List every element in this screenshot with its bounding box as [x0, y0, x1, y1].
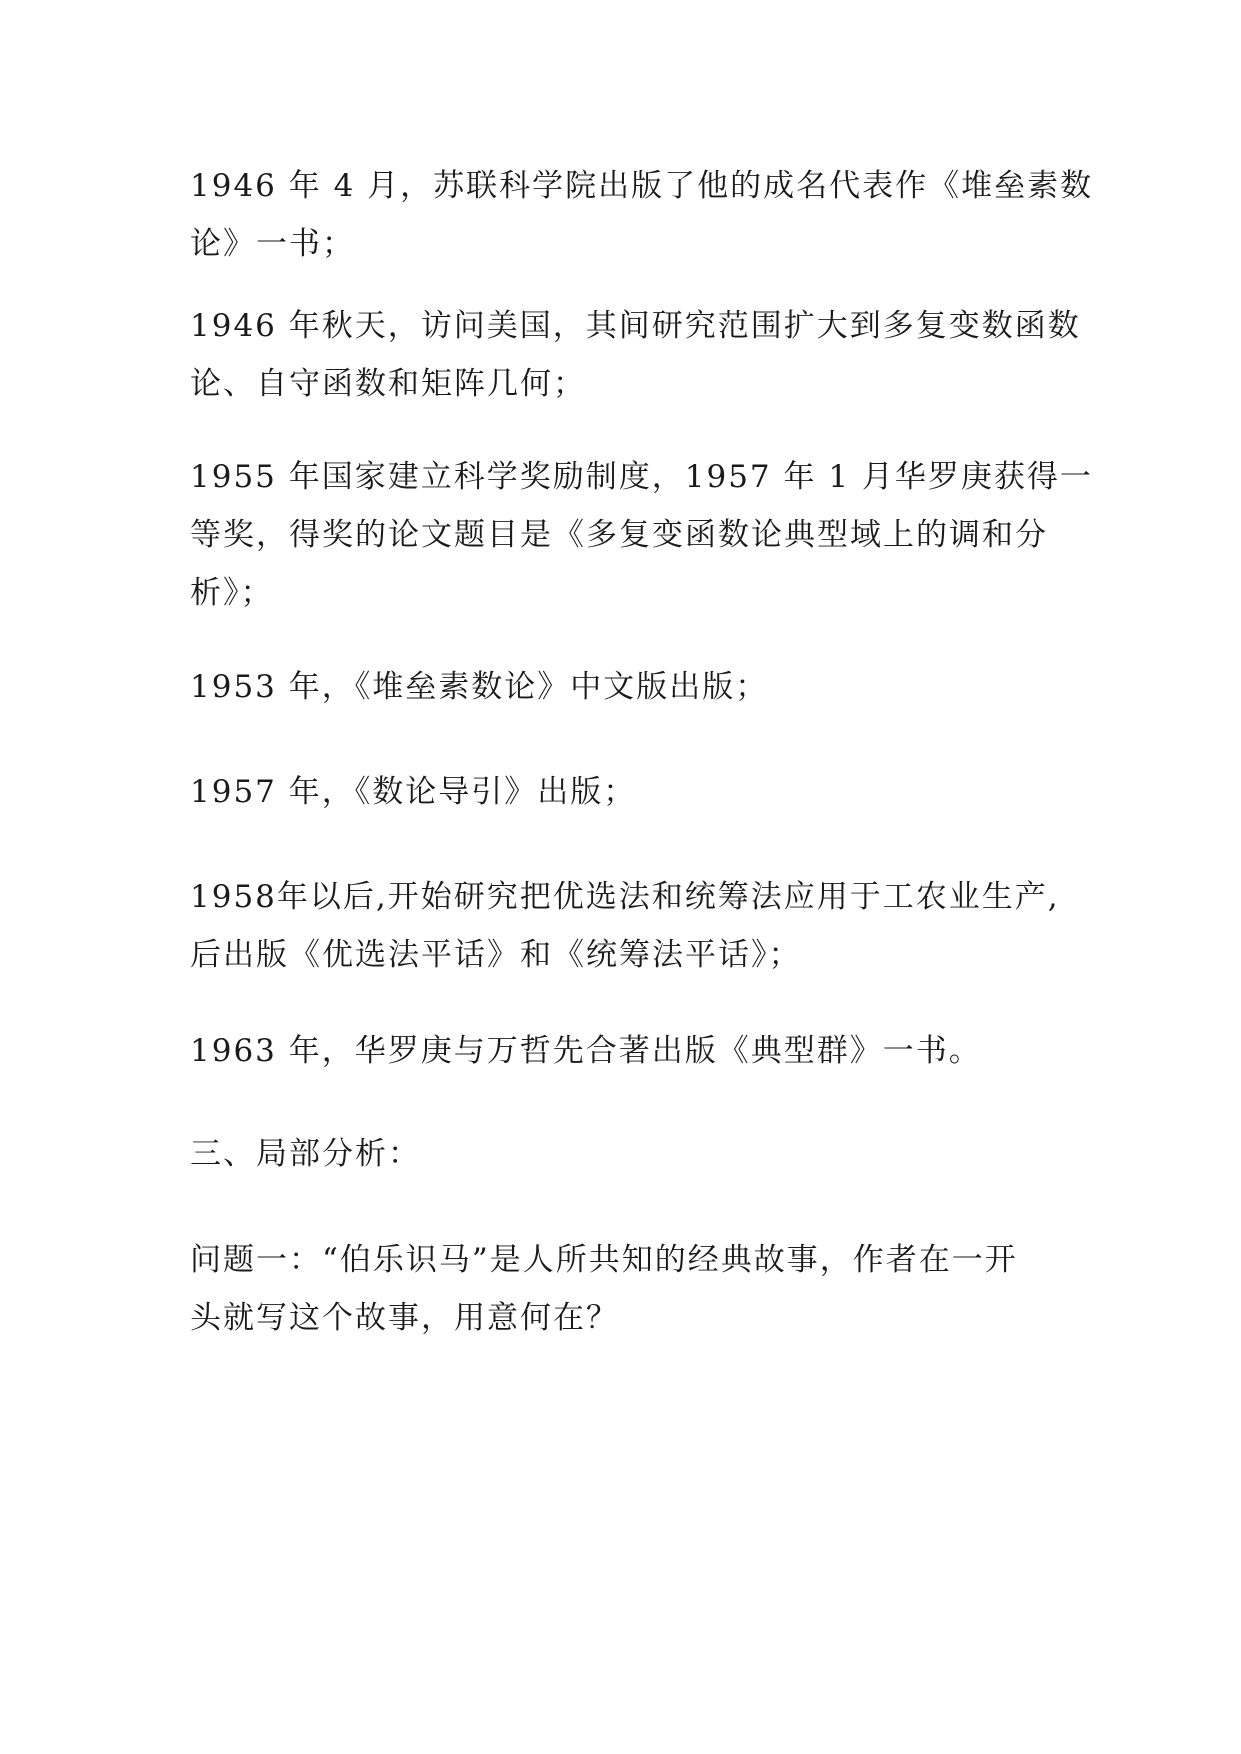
text-line: 论、自守函数和矩阵几何；	[190, 366, 586, 402]
text-line: 析》；	[190, 575, 274, 611]
paragraph-1958	[190, 868, 1070, 984]
paragraph-1957	[190, 763, 1070, 821]
text-line: 1953 年，《堆垒素数论》中文版出版；	[190, 669, 769, 705]
text-line: 1957 年，《数论导引》出版；	[190, 774, 637, 810]
text-line: 等奖，得奖的论文题目是《多复变函数论典型域上的调和分	[190, 517, 1048, 553]
paragraph-1963	[190, 1022, 1070, 1080]
paragraph-question-one	[190, 1231, 1070, 1347]
text-line: 头就写这个故事，用意何在？	[190, 1300, 619, 1336]
text-line: 三、局部分析：	[190, 1136, 421, 1172]
text-line: 1946 年 4 月，苏联科学院出版了他的成名代表作《堆垒素数	[190, 168, 1094, 204]
text-line: 问题一：“伯乐识马”是人所共知的经典故事，作者在一开	[190, 1242, 1018, 1278]
text-line: 1946 年秋天，访问美国，其间研究范围扩大到多复变数函数	[190, 308, 1081, 344]
text-line: 1963 年，华罗庚与万哲先合著出版《典型群》一书。	[190, 1033, 982, 1069]
text-line: 1955 年国家建立科学奖励制度，1957 年 1 月华罗庚获得一	[190, 459, 1093, 495]
text-line: 后出版《优选法平话》和《统筹法平话》；	[190, 937, 802, 973]
text-line: 论》一书；	[190, 226, 355, 262]
section-heading-local-analysis	[190, 1125, 1070, 1183]
paragraph-1953	[190, 658, 1070, 716]
text-line: 1958年以后,开始研究把优选法和统筹法应用于工农业生产,	[190, 879, 1060, 915]
paragraph-1946-april	[190, 157, 1094, 273]
paragraph-1946-autumn	[190, 297, 1081, 413]
paragraph-1955-award	[190, 448, 1093, 622]
